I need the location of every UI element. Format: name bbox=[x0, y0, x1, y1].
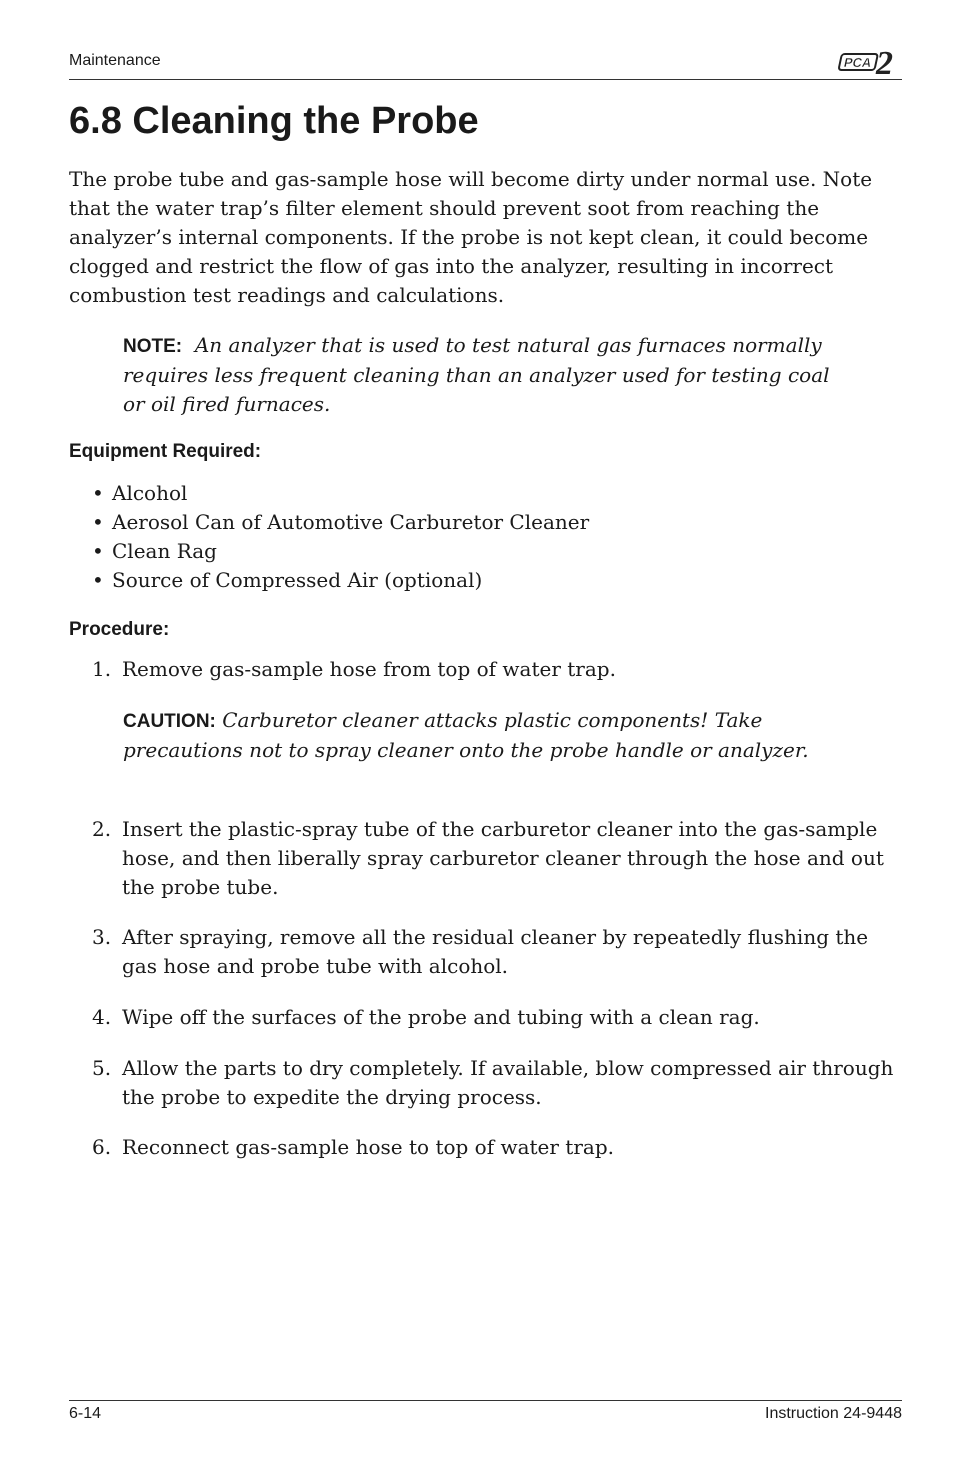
list-item-text: Aerosol Can of Automotive Carburetor Cleaner bbox=[112, 510, 590, 534]
caution-label: CAUTION: bbox=[123, 711, 216, 732]
step-text: Wipe off the surfaces of the probe and tubing with a clean rag. bbox=[122, 1005, 760, 1029]
procedure-step bbox=[92, 655, 904, 684]
bullet: • bbox=[92, 568, 104, 592]
step-number: 2. bbox=[92, 817, 112, 841]
header-rule bbox=[69, 79, 902, 80]
step-number: 1. bbox=[92, 657, 112, 681]
logo-text: PCA bbox=[842, 55, 874, 70]
logo-digit: 2 bbox=[876, 45, 893, 78]
procedure-step bbox=[92, 815, 904, 902]
step-text: Insert the plastic-spray tube of the carburetor cleaner into the gas-sample hose, and then liberally spray carburetor cleaner through the hose and out the probe tube. bbox=[122, 817, 884, 899]
footer-rule bbox=[69, 1400, 902, 1401]
step-text: Remove gas-sample hose from top of water trap. bbox=[122, 657, 616, 681]
procedure-step bbox=[92, 923, 904, 981]
step-number: 4. bbox=[92, 1005, 112, 1029]
procedure-step bbox=[92, 1054, 904, 1112]
page-number: 6-14 bbox=[69, 1405, 102, 1422]
page-title: 6.8 Cleaning the Probe bbox=[69, 100, 479, 142]
list-item bbox=[92, 508, 589, 537]
note-text: An analyzer that is used to test natural gas furnaces normally requires less frequent cleaning than an analyzer used for testing coal or oil fired furnaces. bbox=[123, 333, 830, 416]
document-number: Instruction 24-9448 bbox=[765, 1405, 902, 1422]
running-header: Maintenance bbox=[69, 52, 161, 69]
step-number: 6. bbox=[92, 1135, 112, 1159]
step-text: Allow the parts to dry completely. If available, blow compressed air through the probe to expedite the drying process. bbox=[122, 1056, 894, 1109]
caution-block bbox=[123, 706, 843, 765]
step-text: After spraying, remove all the residual cleaner by repeatedly flushing the gas hose and probe tube with alcohol. bbox=[122, 925, 869, 978]
bullet: • bbox=[92, 481, 104, 505]
list-item-text: Source of Compressed Air (optional) bbox=[112, 568, 483, 592]
equipment-heading: Equipment Required: bbox=[69, 441, 262, 462]
list-item bbox=[92, 537, 589, 566]
equipment-list bbox=[92, 479, 589, 595]
note-label: NOTE: bbox=[123, 336, 183, 357]
procedure-heading: Procedure: bbox=[69, 619, 170, 640]
list-item bbox=[92, 566, 589, 595]
list-item-text: Clean Rag bbox=[112, 539, 217, 563]
step-number: 5. bbox=[92, 1056, 112, 1080]
note-block bbox=[123, 331, 843, 419]
step-text: Reconnect gas-sample hose to top of water trap. bbox=[122, 1135, 614, 1159]
caution-text: Carburetor cleaner attacks plastic components! Take precautions not to spray cleaner onto the probe handle or analyzer. bbox=[123, 708, 809, 762]
procedure-step bbox=[92, 1133, 904, 1162]
bullet: • bbox=[92, 539, 104, 563]
intro-paragraph: The probe tube and gas-sample hose will become dirty under normal use. Note that the water trap’s filter element should prevent soot from reaching the analyzer’s internal components. If the probe is not kept clean, it could become clogged and restrict the flow of gas into the analyzer, resulting in incorrect combustion test readings and calculations. bbox=[69, 167, 873, 307]
pca2-logo bbox=[836, 44, 902, 78]
procedure-step bbox=[92, 1003, 904, 1032]
step-number: 3. bbox=[92, 925, 112, 949]
bullet: • bbox=[92, 510, 104, 534]
list-item-text: Alcohol bbox=[112, 481, 188, 505]
list-item bbox=[92, 479, 589, 508]
